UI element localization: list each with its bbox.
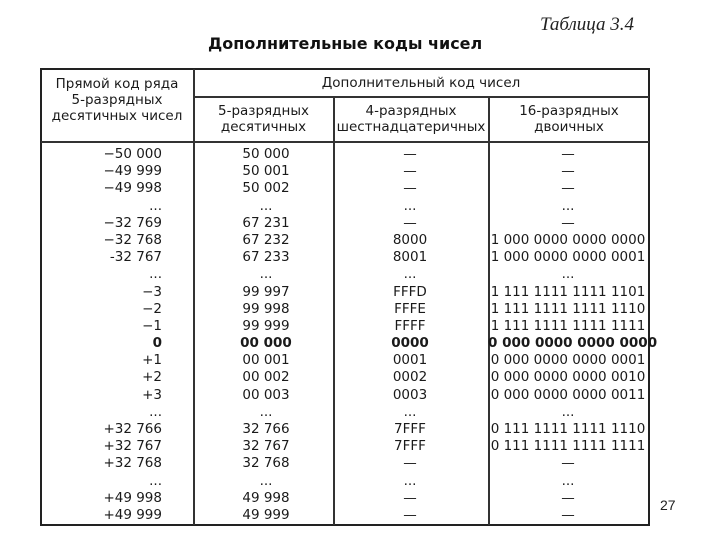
table-cell: — xyxy=(403,163,417,180)
table-cell: ... xyxy=(259,472,273,489)
table-cell: FFFF xyxy=(394,317,426,334)
table-cell: −50 000 xyxy=(103,146,162,162)
table-cell: 0 000 0000 0000 0010 xyxy=(490,369,646,386)
table-cell: 0 111 1111 1111 1111 xyxy=(490,438,646,455)
table-cell: — xyxy=(561,214,575,231)
header-sub-2-line-2: шестнадцатеричных xyxy=(336,119,486,135)
table-cell: ... xyxy=(403,472,417,489)
table-title: Дополнительные коды чисел xyxy=(208,34,483,53)
table-cell: −49 998 xyxy=(103,180,162,197)
table-cell: 99 997 xyxy=(242,283,290,300)
header-sub-3-line-2: двоичных xyxy=(534,119,604,135)
divider-group-header xyxy=(193,96,649,98)
table-caption: Таблица 3.4 xyxy=(540,14,634,35)
table-cell: ... xyxy=(259,197,273,214)
table-cell: ... xyxy=(561,472,575,489)
table-cell: −2 xyxy=(142,300,162,317)
table-cell: −32 768 xyxy=(103,231,162,248)
table-cell: 1 111 1111 1111 1111 xyxy=(490,317,646,334)
table-cell: 00 001 xyxy=(242,352,290,369)
table-cell: FFFD xyxy=(393,283,427,300)
table-cell: ... xyxy=(149,403,162,420)
table-cell: 1 111 1111 1111 1101 xyxy=(490,283,646,300)
table-cell: ... xyxy=(403,266,417,283)
table-cell: — xyxy=(561,489,575,506)
header-sub-1-line-1: 5-разрядных xyxy=(218,103,309,119)
table-cell: ... xyxy=(259,403,273,420)
table-cell: 7FFF xyxy=(394,438,426,455)
table-cell: 0 000 0000 0000 0011 xyxy=(490,386,646,403)
table-cell: ... xyxy=(149,197,162,214)
table-cell: −3 xyxy=(142,283,162,300)
divider-col2 xyxy=(333,96,335,525)
table-cell: 50 000 xyxy=(242,146,290,162)
table-cell: 00 000 xyxy=(240,335,292,352)
table-cell: +49 999 xyxy=(103,506,162,523)
table-cell: 8000 xyxy=(392,231,428,248)
divider-col1 xyxy=(193,69,195,525)
table-cell: 99 999 xyxy=(242,317,290,334)
table-cell: ... xyxy=(561,403,575,420)
header-complement-group: Дополнительный код чисел xyxy=(321,75,521,91)
table-cell: 0000 xyxy=(391,335,429,352)
table-cell: +1 xyxy=(142,352,162,369)
table-cell: +2 xyxy=(142,369,162,386)
header-sub-1-line-2: десятичных xyxy=(220,119,307,135)
table-cell: +3 xyxy=(142,386,162,403)
table-cell: 67 232 xyxy=(242,231,290,248)
table-cell: ... xyxy=(403,197,417,214)
table-cell: ... xyxy=(149,472,162,489)
table-cell: ... xyxy=(149,266,162,283)
table-cell: — xyxy=(403,214,417,231)
table-cell: 1 111 1111 1111 1110 xyxy=(490,300,646,317)
table-cell: 00 003 xyxy=(242,386,290,403)
table-cell: 0 xyxy=(152,335,162,352)
table-cell: — xyxy=(403,455,417,472)
table-cell: 32 768 xyxy=(242,455,290,472)
divider-header-body xyxy=(41,141,649,143)
table-cell: 32 766 xyxy=(242,421,290,437)
table-cell: — xyxy=(403,180,417,197)
table-cell: — xyxy=(403,146,417,162)
table-cell: 0 111 1111 1111 1110 xyxy=(490,421,646,437)
header-sub-2-line-1: 4-разрядных xyxy=(365,103,457,119)
table-cell: 0001 xyxy=(392,352,428,369)
table-cell: 50 001 xyxy=(242,163,290,180)
table-cell: 8001 xyxy=(392,249,428,266)
header-direct-line-1: Прямой код ряда xyxy=(55,76,179,92)
table-cell: 0003 xyxy=(392,386,428,403)
header-hex-complement xyxy=(334,103,488,135)
table-cell: ... xyxy=(561,266,575,283)
table-cell: 1 000 0000 0000 0000 xyxy=(490,231,646,248)
table-cell: −1 xyxy=(142,317,162,334)
table-cell: 00 002 xyxy=(242,369,290,386)
table-cell: -32 767 xyxy=(109,249,162,266)
table-cell: 67 233 xyxy=(242,249,290,266)
table-cell: 0 000 0000 0000 0000 xyxy=(488,335,658,352)
header-sub-3-line-1: 16-разрядных xyxy=(519,103,619,119)
table-cell: 49 999 xyxy=(242,506,290,523)
table-cell: +32 767 xyxy=(103,438,162,455)
table-cell: — xyxy=(561,180,575,197)
table-cell: ... xyxy=(403,403,417,420)
column-decimal-complement xyxy=(222,146,310,524)
table-cell: — xyxy=(403,506,417,523)
table-cell: 67 231 xyxy=(242,214,290,231)
table-cell: ... xyxy=(561,197,575,214)
table-cell: FFFE xyxy=(394,300,426,317)
table-cell: 1 000 0000 0000 0001 xyxy=(490,249,646,266)
table-cell: +32 768 xyxy=(103,455,162,472)
table-cell: −49 999 xyxy=(103,163,162,180)
table-cell: 50 002 xyxy=(242,180,290,197)
header-direct-line-3: десятичных чисел xyxy=(51,108,183,124)
table-cell: −32 769 xyxy=(103,214,162,231)
table-cell: — xyxy=(403,489,417,506)
table-cell: — xyxy=(561,506,575,523)
header-direct-code xyxy=(42,76,192,124)
table-cell: 0 000 0000 0000 0001 xyxy=(490,352,646,369)
table-cell: 7FFF xyxy=(394,421,426,437)
column-hex-complement xyxy=(350,146,470,524)
table-cell: +32 766 xyxy=(103,421,162,437)
table-cell: — xyxy=(561,455,575,472)
table-cell: ... xyxy=(259,266,273,283)
header-direct-line-2: 5-разрядных xyxy=(71,92,163,108)
table-cell: — xyxy=(561,163,575,180)
header-decimal-complement xyxy=(194,103,333,135)
table-cell: 99 998 xyxy=(242,300,290,317)
table-cell: 0002 xyxy=(392,369,428,386)
table-cell: +49 998 xyxy=(103,489,162,506)
table-cell: — xyxy=(561,146,575,162)
header-binary-complement xyxy=(489,103,649,135)
column-binary-complement xyxy=(488,146,658,524)
page-number: 27 xyxy=(660,497,676,513)
table-cell: 32 767 xyxy=(242,438,290,455)
column-direct-code xyxy=(82,146,162,524)
table-cell: 49 998 xyxy=(242,489,290,506)
